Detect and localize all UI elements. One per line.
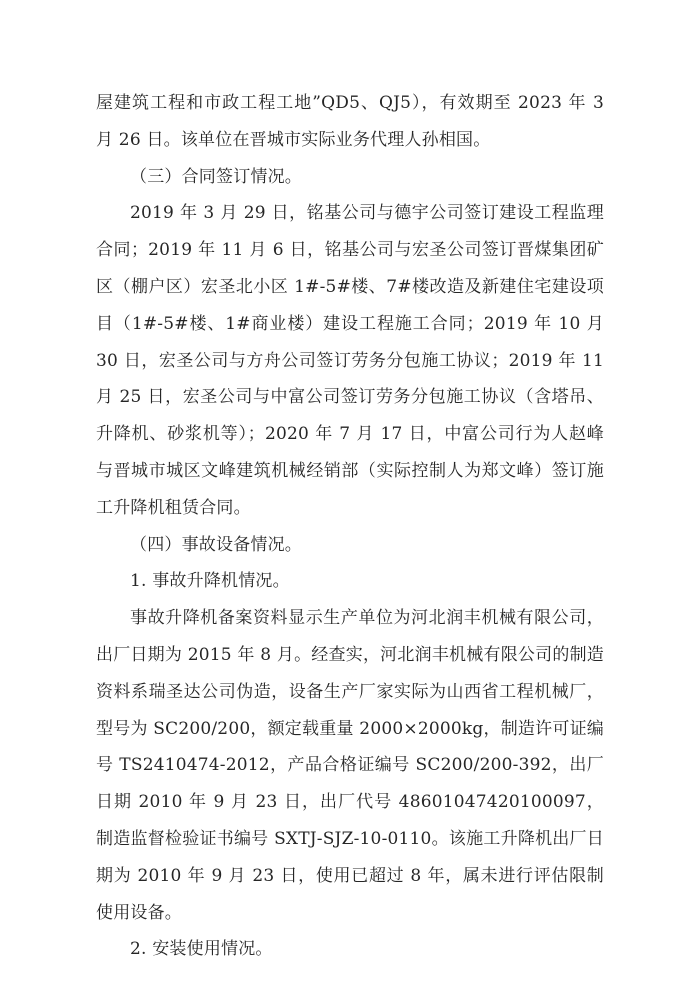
paragraph-contract-signings: 2019 年 3 月 29 日，铭基公司与德宇公司签订建设工程监理合同；2019 年 11 月 6 日，铭基公司与宏圣公司签订晋煤集团矿区（棚户区）宏圣北小区 1#-5#楼、7#楼改造及新建住宅建设项目（1#-5#楼、1#商业楼）建设工程施工合同；2019 年 10 月 30 日，宏圣公司与方舟公司签订劳务分包施工协议；2019 年 11 月 25 日，宏圣公司与中富公司签订劳务分包施工协议（含塔吊、升降机、砂浆机等）；2020 年 7 月 17 日，中富公司行为人赵峰与晋城市城区文峰建筑机械经销部（实际控制人为郑文峰）签订施工升降机租赁合同。	[96, 203, 604, 518]
paragraph-section-3-heading: （三）合同签订情况。	[130, 166, 302, 187]
paragraph-hoist-details: 事故升降机备案资料显示生产单位为河北润丰机械有限公司，出厂日期为 2015 年 8 月。经查实，河北润丰机械有限公司的制造资料系瑞圣达公司伪造，设备生产厂家实际为山西省工程机械厂，型号为 SC200/200，额定载重量 2000×2000kg，制造许可证编号 TS2410474-2012，产品合格证编号 SC200/200-392，出厂日期 2010 年 9 月 23 日，出厂代号 48601047420100097，制造监督检验证书编号 SXTJ-SJZ-10-0110。该施工升降机出厂日期为 2010 年 9 月 23 日，使用已超过 8 年，属未进行评估限制使用设备。	[96, 608, 604, 923]
paragraph-continuation-permit-validity: 屋建筑工程和市政工程工地”QD5、QJ5），有效期至 2023 年 3 月 26 日。该单位在晋城市实际业务代理人孙相国。	[96, 93, 604, 150]
paragraph-subsection-1-heading: 1. 事故升降机情况。	[130, 571, 290, 592]
paragraph-section-4-heading: （四）事故设备情况。	[130, 534, 302, 555]
paragraph-subsection-2-heading: 2. 安装使用情况。	[130, 939, 273, 960]
